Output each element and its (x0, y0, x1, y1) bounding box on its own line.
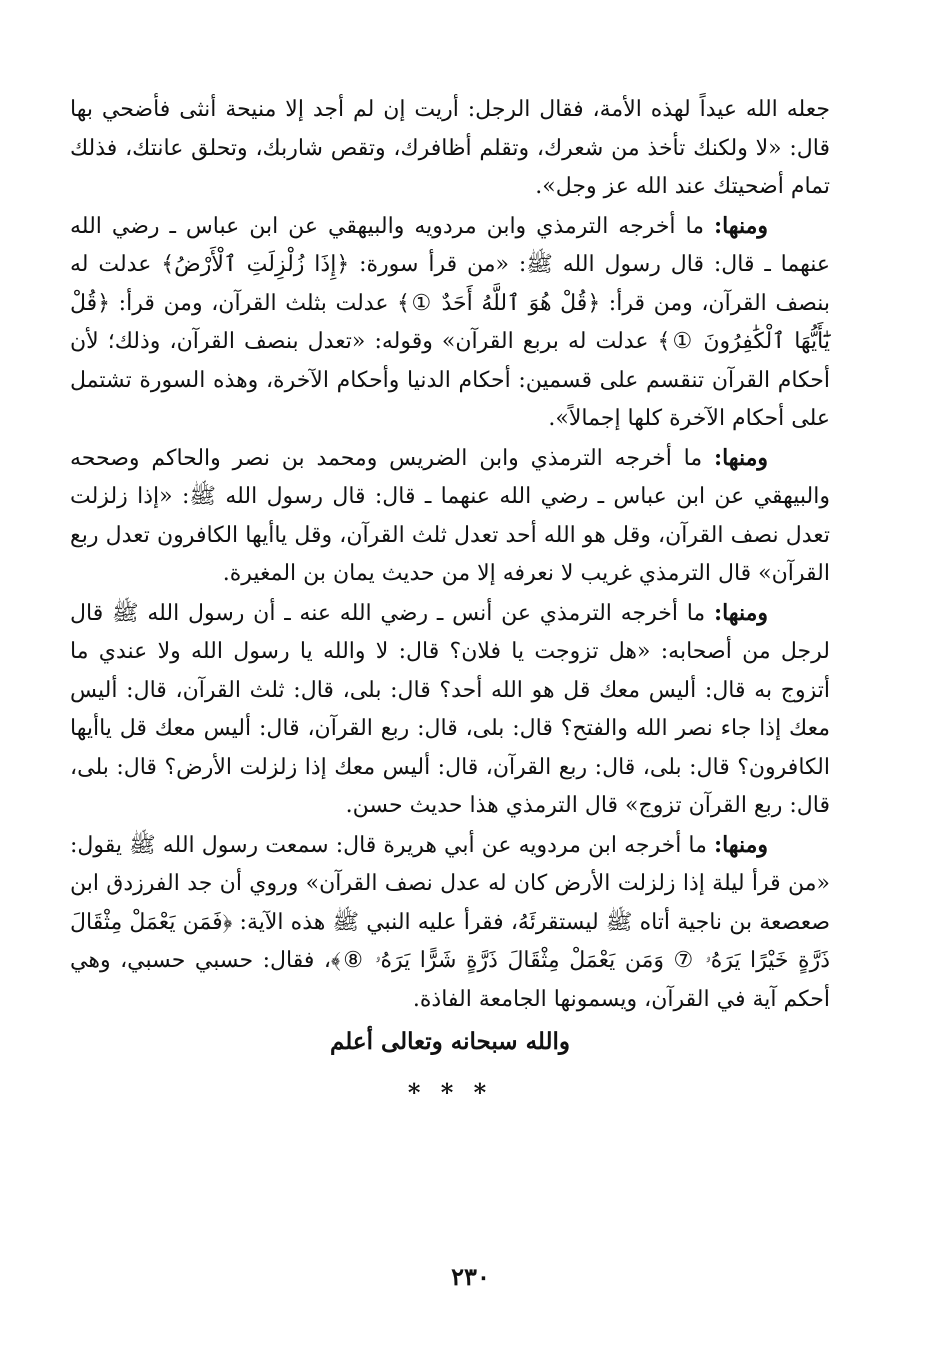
paragraph-text: جعله الله عيداً لهذه الأمة، فقال الرجل: أريت إن لم أجد إلا منيحة أنثى فأضحي بها قال: «لا ولكنك تأخذ من شعرك، وتقلم أظافرك، وتقص شاربك، وتحلق عانتك، فذلك تمام أضحيتك عند الله عز وجل». (70, 97, 830, 199)
paragraph-lead: ومنها: (713, 599, 768, 626)
paragraph-4 (70, 594, 830, 826)
paragraph-text: ما أخرجه الترمذي وابن مردويه والبيهقي عن ابن عباس ـ رضي الله عنهما ـ قال: قال رسول الله ﷺ: «من قرأ سورة: ﴿إِذَا زُلْزِلَتِ ٱلْأَرْضُ﴾ عدلت له بنصف القرآن، ومن قرأ: ﴿قُلْ هُوَ ٱللَّهُ أَحَدٌ ①﴾ عدلت بثلث القرآن، ومن قرأ: ﴿قُلْ يَٰٓأَيُّهَا ٱلْكَٰفِرُونَ ①﴾ عدلت له بربع القرآن» وقوله: «تعدل بنصف القرآن، وذلك؛ لأن أحكام القرآن تنقسم على قسمين: أحكام الدنيا وأحكام الآخرة، وهذه السورة تشتمل على أحكام الآخرة كلها إجمالاً». (70, 213, 830, 431)
paragraph-text: ما أخرجه الترمذي وابن الضريس ومحمد بن نصر والحاكم وصححه والبيهقي عن ابن عباس ـ رضي الله عنهما ـ قال: قال رسول الله ﷺ: «إذا زلزلت تعدل نصف القرآن، وقل هو الله أحد تعدل ثلث القرآن، وقل ياأيها الكافرون تعدل ربع القرآن» قال الترمذي غريب لا نعرفه إلا من حديث يمان بن المغيرة. (70, 445, 830, 586)
paragraph-text: ما أخرجه ابن مردويه عن أبي هريرة قال: سمعت رسول الله ﷺ يقول: «من قرأ ليلة إذا زلزلت الأرض كان له عدل نصف القرآن» وروي أن جد الفرزدق ابن صعصعة بن ناجية أتاه ﷺ ليستقرئَهُ، فقرأ عليه النبي ﷺ هذه الآية: ﴿فَمَن يَعْمَلْ مِثْقَالَ ذَرَّةٍ خَيْرًا يَرَهُۥ ⑦ وَمَن يَعْمَلْ مِثْقَالَ ذَرَّةٍ شَرًّا يَرَهُۥ ⑧﴾، فقال: حسبي حسبي، وهي أحكم آية في القرآن، ويسمونها الجامعة الفاذة. (70, 832, 830, 1012)
paragraph-3 (70, 439, 830, 594)
paragraph-1 (70, 90, 830, 207)
page-number: ٢٣٠ (451, 1262, 490, 1291)
section-separator: * * * (407, 1077, 493, 1107)
page-body (70, 90, 830, 1112)
paragraph-lead: ومنها: (713, 212, 768, 239)
closing-line: والله سبحانه وتعالى أعلم (329, 1028, 571, 1055)
paragraph-text: ما أخرجه الترمذي عن أنس ـ رضي الله عنه ـ أن رسول الله ﷺ قال لرجل من أصحابه: «هل تزوجت يا فلان؟ قال: لا والله يا رسول الله ولا عندي ما أتزوج به قال: أليس معك قل هو الله أحد؟ قال: بلى، قال: ثلث القرآن، قال: أليس معك إذا جاء نصر الله والفتح؟ قال: بلى، قال: ربع القرآن، قال: أليس معك قل ياأيها الكافرون؟ قال: بلى، قال: ربع القرآن، قال: أليس معك إذا زلزلت الأرض؟ قال: بلى، قال: ربع القرآن تزوج» قال الترمذي هذا حديث حسن. (70, 600, 830, 818)
paragraph-2 (70, 207, 830, 439)
paragraph-5 (70, 826, 830, 1020)
paragraph-lead: ومنها: (713, 444, 768, 471)
paragraph-lead: ومنها: (713, 831, 768, 858)
